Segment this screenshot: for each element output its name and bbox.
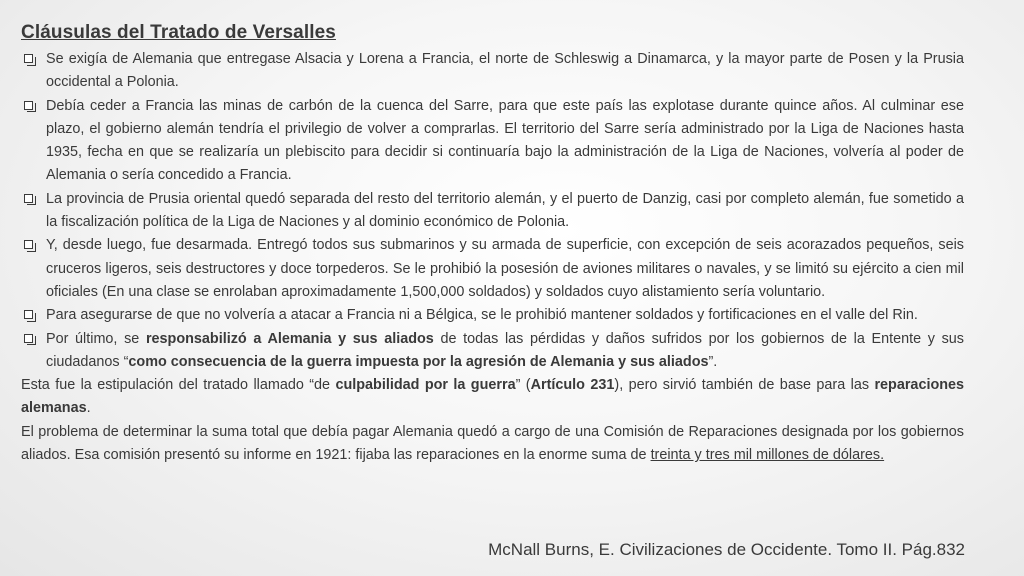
list-item: Para asegurarse de que no volvería a atacar a Francia ni a Bélgica, se le prohibió mantener soldados y fortificaciones en el valle del Rin.: [21, 304, 964, 327]
clauses-list: [21, 48, 964, 374]
list-item: Por último, se responsabilizó a Alemania y sus aliados de todas las pérdidas y daños sufridos por los gobiernos de la Entente y sus ciudadanos “como consecuencia de la guerra impuesta por la agresión de Alemania y sus aliados”.: [21, 328, 964, 375]
reparations-paragraph: El problema de determinar la suma total que debía pagar Alemania quedó a cargo de una Comisión de Reparaciones designada por los gobiernos aliados. Esa comisión presentó su informe en 1921: fijaba las reparaciones en la enorme suma de treinta y tres mil millones de dólares.: [21, 423, 964, 464]
slide-title: Cláusulas del Tratado de Versalles: [21, 22, 336, 43]
citation: McNall Burns, E. Civilizaciones de Occidente. Tomo II. Pág.832: [488, 540, 965, 559]
list-item: La provincia de Prusia oriental quedó separada del resto del territorio alemán, y el puerto de Danzig, casi por completo alemán, fue sometido a la fiscalización política de la Liga de Naciones y al dominio económico de Polonia.: [21, 188, 964, 235]
list-item: Debía ceder a Francia las minas de carbón de la cuenca del Sarre, para que este país las explotase durante quince años. Al culminar ese plazo, el gobierno alemán tendría el privilegio de volver a comprarlas. El territorio del Sarre sería administrado por la Liga de Naciones hasta 1935, fecha en que se realizaría un plebiscito para decidir si continuaría bajo la administración de la Liga de Naciones, volvería al poder de Alemania o sería concedido a Francia.: [21, 95, 964, 188]
culpability-paragraph: Esta fue la estipulación del tratado llamado “de culpabilidad por la guerra” (Artículo 231), pero sirvió también de base para las reparaciones alemanas.: [21, 377, 965, 417]
list-item: Se exigía de Alemania que entregase Alsacia y Lorena a Francia, el norte de Schleswig a Dinamarca, y la mayor parte de Posen y la Prusia occidental a Polonia.: [21, 48, 964, 95]
checkbox-bullet-icon: [24, 54, 33, 63]
checkbox-bullet-icon: [24, 334, 33, 343]
list-item: Y, desde luego, fue desarmada. Entregó todos sus submarinos y su armada de superficie, con excepción de seis acorazados pequeños, seis cruceros ligeros, seis destructores y doce torpederos. Se le prohibió la posesión de aviones militares o navales, y se limitó su ejército a cien mil oficiales (En una clase se enrolaban aproximadamente 1,500,000 soldados) y soldados cuyo alistamiento sería voluntario.: [21, 234, 964, 304]
slide-content: [21, 22, 964, 467]
checkbox-bullet-icon: [24, 194, 33, 203]
checkbox-bullet-icon: [24, 101, 33, 110]
checkbox-bullet-icon: [24, 240, 33, 249]
checkbox-bullet-icon: [24, 310, 33, 319]
